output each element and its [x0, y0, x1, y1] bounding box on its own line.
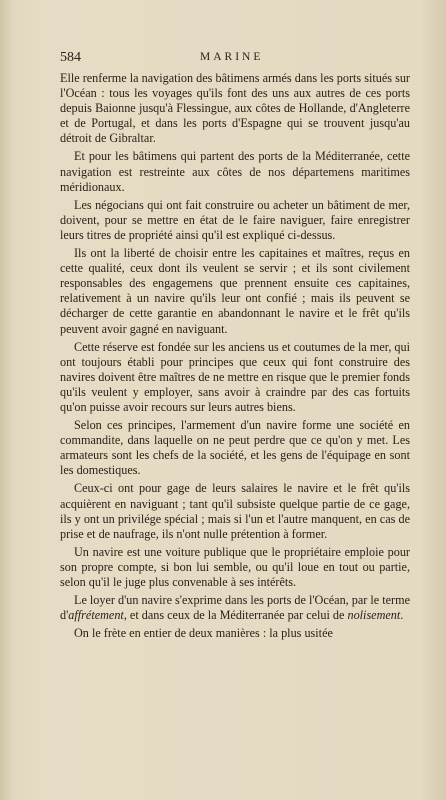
paragraph: Un navire est une voiture publique que le propriétaire emploie pour son propre compte, si bon lui semble, ou qu'il loue en tout ou partie, selon qu'il le juge plus convenable à ses intérêts.	[60, 544, 410, 589]
paragraph: Elle renferme la navigation des bâtimens armés dans les ports situés sur l'Océan : tous les voyages qu'ils font des uns aux autres de ces ports depuis Baionne jusqu'à Flessingue, aux côtes de Hollande, d'Angleterre et de Portugal, et dans les ports d'Espagne qui se trouvent jusqu'au détroit de Gibraltar.	[60, 71, 410, 146]
body-text	[60, 71, 410, 644]
paragraph: On le frète en entier de deux manières : la plus usitée	[74, 626, 333, 641]
paragraph	[60, 593, 410, 623]
paragraph-text: , et dans ceux de la Méditerranée par celui de	[123, 608, 348, 623]
paragraph: Les négocians qui ont fait construire ou acheter un bâtiment de mer, doivent, pour se mettre en état de le faire naviguer, faire enregistrer leurs titres de propriété ainsi qu'il est expliqué ci-dessus.	[60, 197, 410, 242]
paragraph: Ils ont la liberté de choisir entre les capitaines et maîtres, reçus en cette qualité, ceux dont ils veulent se servir ; et ils sont civilement responsables des engagemens que prennent ensuite ces capitaines, relativement à un navire qu'ils leur ont confié ; mais ils peuvent se décharger de cette garantie en abandonnant le navire et le frêt qu'ils peuvent avoir gagné en naviguant.	[60, 246, 410, 336]
running-head	[60, 50, 410, 66]
paragraph: Et pour les bâtimens qui partent des ports de la Méditerranée, cette navigation est restreinte aux côtes de nos départemens maritimes méridionaux.	[60, 149, 410, 194]
page-number: 584	[60, 50, 81, 65]
paragraph: Ceux-ci ont pour gage de leurs salaires le navire et le frêt qu'ils acquièrent en naviguant ; tant qu'il subsiste quelque partie de ce gage, ils y ont un privilége spécial ; mais si l'un et l'autre manquent, en cas de prise et de naufrage, ils n'ont nulle prétention à former.	[60, 481, 410, 541]
term-nolisement: nolisement	[347, 608, 401, 623]
running-title: MARINE	[200, 51, 264, 63]
paragraph: Cette réserve est fondée sur les anciens us et coutumes de la mer, qui ont toujours établi pour principes que ceux qui font construire des navires doivent être maîtres de ne mettre en risque que le premier fonds qu'ils veulent y employer, sans avoir à craindre par des cas fortuits qu'on puisse avoir recours sur leurs autres biens.	[60, 339, 410, 414]
paragraph-text: .	[400, 608, 404, 623]
paragraph: Selon ces principes, l'armement d'un navire forme une société en commandite, dans laquelle on ne peut perdre que ce qu'on y met. Les armateurs sont les chefs de la société, et les gens de l'équipage en sont les domestiques.	[60, 418, 410, 478]
term-affretement: affrétement	[68, 608, 124, 623]
paragraph-text: Le loyer d'un navire s'exprime dans les ports de l'Océan, par le terme d'	[60, 593, 410, 623]
